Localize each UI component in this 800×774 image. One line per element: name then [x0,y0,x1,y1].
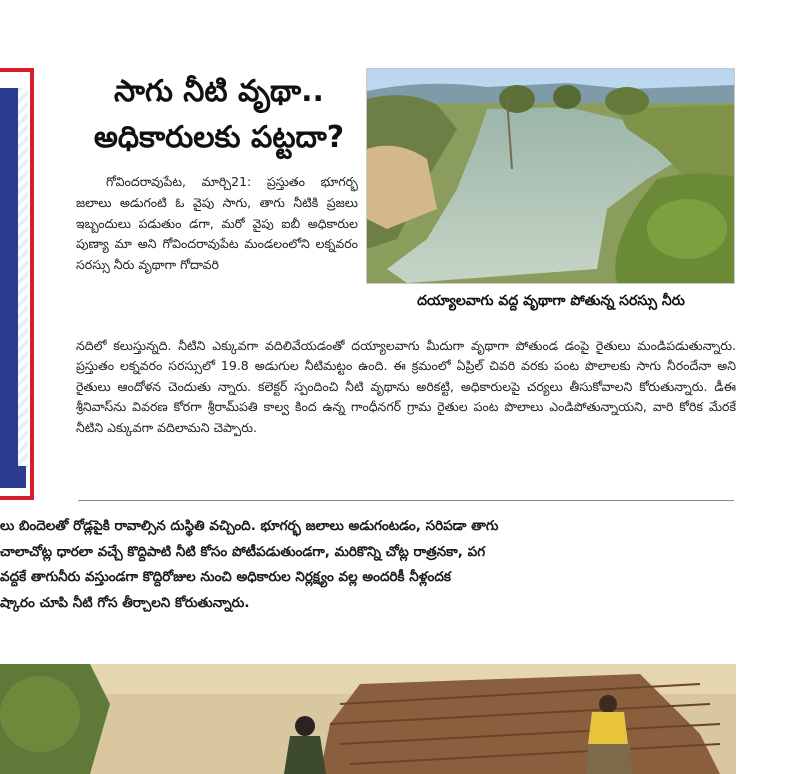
lower-article-text [0,514,790,616]
headline-line2: అధికారులకు పట్టదా? [93,120,345,155]
article-body-wide: నదిలో కలుస్తున్నది. నీటిని ఎక్కువగా వదిలివేయడంతో దయ్యాలవాగు మీదుగా వృథాగా పోతుండ డంపై రైతులు మండిపడుతున్నారు. ప్రస్తుతం లక్నవరం సరస్సులో 19.8 అడుగుల నీటిమట్టం ఉంది. ఈ క్రమంలో ఏప్రిల్ చివరి వరకు పంట పొలాలకు సాగు నీరందేనా అని రైతులు ఆందోళన చెందుతు న్నారు. కలెక్టర్ స్పందించి నీటి వృథాను అరికట్టి, అధికారులపై చర్యలు తీసుకోవాలని కోరుతున్నారు. డీఈ శ్రీనివాస్‌ను వివరణ కోరగా శ్రీరామ్‌పతి కాల్వ కింద ఉన్న గాంధీనగర్ గ్రామ రైతుల పంట పొలాలు ఎండిపోతున్నాయని, వారి కోరిక మేరకే నీటిని ఎక్కువగా వదిలామని చెప్పారు. [76,338,736,435]
adjacent-article-box [0,68,34,500]
field-photo [0,664,736,774]
lower-line-2: చాలాచోట్ల ధారలా వచ్చే కొద్దిపాటి నీటి కోసం పోటీపడుతుండగా, మరికొన్ని చోట్ల రాత్రనకా, పగ [0,543,486,560]
stream-photo [366,68,735,284]
lower-line-3: వద్దకే తాగునీరు వస్తుండగా కొద్దిరోజుల నుంచి అధికారుల నిర్లక్ష్యం వల్ల అందరికీ నీళ్లందక [0,569,451,585]
headline-line1: సాగు నీటి వృథా.. [114,74,324,109]
article-body-column: గోవిందరావుపేట, మార్చి21: ప్రస్తుతం భూగర్భ జలాలు అడుగంటి ఓ వైపు సాగు, తాగు నీటికి ప్రజలు ఇబ్బందులు పడుతుం డగా, మరో వైపు ఐబీ అధికారుల పుణ్యా మా అని గోవిందరావుపేట మండలంలోని లక్నవరం సరస్సు నీరు వృథాగా గోదావరి [76,174,358,273]
photo-caption: దయ్యాలవాగు వద్ద వృథాగా పోతున్న సరస్సు నీరు [417,293,685,309]
lower-line-4: ష్కారం చూపి నీటి గోస తీర్చాలని కోరుతున్నారు. [0,594,250,611]
lower-line-1: లు బిందెలతో రోడ్లపైకి రావాల్సిన దుస్థితి వచ్చింది. భూగర్భ జలాలు అడుగంటడం, సరిపడా తాగు [0,518,499,534]
divider-rule [78,500,734,501]
